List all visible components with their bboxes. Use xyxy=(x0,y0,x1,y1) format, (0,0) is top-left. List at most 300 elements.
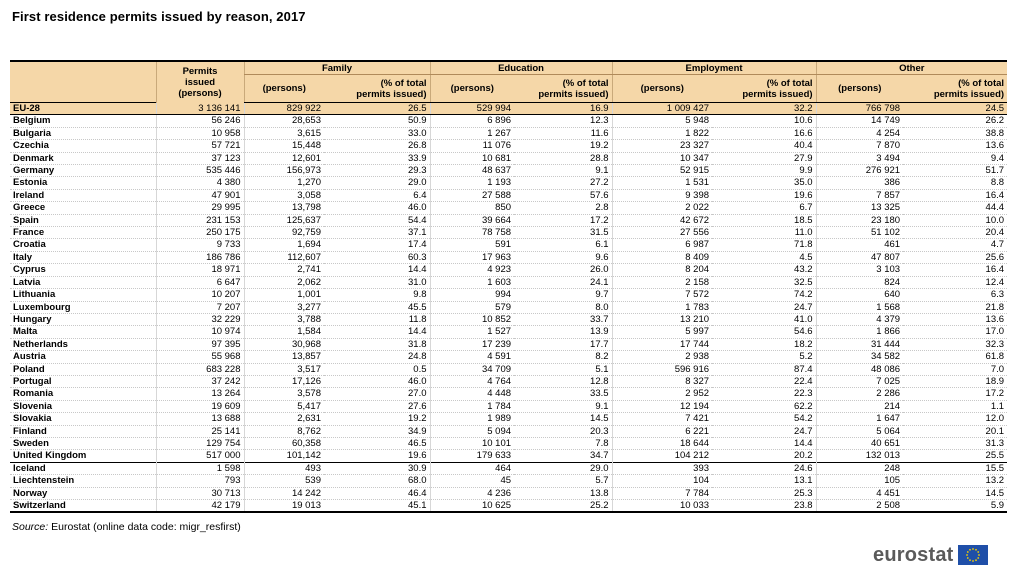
permits-table-container xyxy=(10,60,1007,513)
cell-employment-pct: 32.5 xyxy=(712,276,816,288)
cell-family-pct: 27.6 xyxy=(324,400,430,412)
cell-permits-issued: 32 229 xyxy=(156,313,244,325)
header-country-blank xyxy=(10,75,156,103)
table-row xyxy=(10,450,1007,462)
cell-education-pct: 57.6 xyxy=(514,189,612,201)
cell-other-persons: 14 749 xyxy=(816,115,903,127)
cell-other-pct: 5.9 xyxy=(903,500,1007,513)
header-pct-line1: (% of total xyxy=(562,77,609,89)
cell-other-pct: 21.8 xyxy=(903,301,1007,313)
source-note xyxy=(12,521,241,533)
table-row xyxy=(10,326,1007,338)
table-row xyxy=(10,239,1007,251)
cell-other-pct: 16.4 xyxy=(903,189,1007,201)
table-row xyxy=(10,152,1007,164)
cell-family-persons: 101,142 xyxy=(244,450,324,462)
table-row xyxy=(10,177,1007,189)
table-row xyxy=(10,313,1007,325)
cell-employment-persons: 17 744 xyxy=(612,338,712,350)
cell-family-persons: 156,973 xyxy=(244,165,324,177)
cell-permits-issued: 793 xyxy=(156,475,244,487)
header-pct-line2: permits issued) xyxy=(356,88,427,100)
cell-other-pct: 6.3 xyxy=(903,289,1007,301)
cell-country: Denmark xyxy=(10,152,156,164)
cell-permits-issued: 129 754 xyxy=(156,437,244,449)
cell-permits-issued: 19 609 xyxy=(156,400,244,412)
cell-employment-pct: 41.0 xyxy=(712,313,816,325)
cell-country: Austria xyxy=(10,351,156,363)
cell-permits-issued: 3 136 141 xyxy=(156,103,244,115)
cell-other-pct: 51.7 xyxy=(903,165,1007,177)
table-row xyxy=(10,227,1007,239)
cell-permits-issued: 7 207 xyxy=(156,301,244,313)
cell-employment-persons: 2 938 xyxy=(612,351,712,363)
cell-education-persons: 27 588 xyxy=(430,189,514,201)
table-row xyxy=(10,264,1007,276)
cell-employment-persons: 8 327 xyxy=(612,375,712,387)
cell-other-persons: 34 582 xyxy=(816,351,903,363)
cell-permits-issued: 231 153 xyxy=(156,214,244,226)
cell-employment-pct: 20.2 xyxy=(712,450,816,462)
cell-country: EU-28 xyxy=(10,103,156,115)
cell-family-pct: 46.5 xyxy=(324,437,430,449)
eu-flag-star xyxy=(966,551,968,553)
cell-other-pct: 1.1 xyxy=(903,400,1007,412)
cell-family-pct: 26.5 xyxy=(324,103,430,115)
cell-other-pct: 20.4 xyxy=(903,227,1007,239)
cell-employment-pct: 54.6 xyxy=(712,326,816,338)
source-text: Eurostat (online data code: migr_resfirst) xyxy=(51,521,241,533)
cell-family-persons: 3,615 xyxy=(244,127,324,139)
cell-education-pct: 28.8 xyxy=(514,152,612,164)
cell-country: Poland xyxy=(10,363,156,375)
cell-other-persons: 2 508 xyxy=(816,500,903,513)
cell-employment-pct: 23.8 xyxy=(712,500,816,513)
cell-other-pct: 17.0 xyxy=(903,326,1007,338)
cell-education-pct: 11.6 xyxy=(514,127,612,139)
cell-employment-pct: 14.4 xyxy=(712,437,816,449)
header-pct-line1: (% of total xyxy=(766,77,813,89)
cell-employment-pct: 4.5 xyxy=(712,251,816,263)
cell-family-pct: 14.4 xyxy=(324,264,430,276)
cell-education-persons: 34 709 xyxy=(430,363,514,375)
cell-education-persons: 850 xyxy=(430,202,514,214)
cell-education-persons: 6 896 xyxy=(430,115,514,127)
cell-country: Latvia xyxy=(10,276,156,288)
cell-family-pct: 45.1 xyxy=(324,500,430,513)
eurostat-logo-text: eurostat xyxy=(873,543,954,566)
cell-employment-persons: 2 158 xyxy=(612,276,712,288)
cell-employment-persons: 596 916 xyxy=(612,363,712,375)
table-row xyxy=(10,363,1007,375)
cell-education-persons: 1 267 xyxy=(430,127,514,139)
cell-education-persons: 4 923 xyxy=(430,264,514,276)
cell-education-pct: 2.8 xyxy=(514,202,612,214)
cell-family-persons: 13,857 xyxy=(244,351,324,363)
cell-country: United Kingdom xyxy=(10,450,156,462)
cell-employment-pct: 19.6 xyxy=(712,189,816,201)
table-row xyxy=(10,400,1007,412)
cell-education-pct: 13.9 xyxy=(514,326,612,338)
cell-country: Belgium xyxy=(10,115,156,127)
cell-education-persons: 579 xyxy=(430,301,514,313)
table-row xyxy=(10,202,1007,214)
table-row xyxy=(10,500,1007,513)
cell-other-persons: 461 xyxy=(816,239,903,251)
cell-other-pct: 44.4 xyxy=(903,202,1007,214)
cell-education-pct: 9.7 xyxy=(514,289,612,301)
cell-education-pct: 5.1 xyxy=(514,363,612,375)
cell-family-persons: 539 xyxy=(244,475,324,487)
cell-other-persons: 47 807 xyxy=(816,251,903,263)
cell-employment-persons: 13 210 xyxy=(612,313,712,325)
table-row xyxy=(10,251,1007,263)
cell-employment-persons: 7 572 xyxy=(612,289,712,301)
cell-employment-persons: 10 033 xyxy=(612,500,712,513)
cell-other-pct: 4.7 xyxy=(903,239,1007,251)
cell-employment-pct: 24.7 xyxy=(712,425,816,437)
table-row xyxy=(10,214,1007,226)
cell-family-persons: 5,417 xyxy=(244,400,324,412)
cell-family-persons: 17,126 xyxy=(244,375,324,387)
cell-permits-issued: 13 264 xyxy=(156,388,244,400)
cell-other-persons: 23 180 xyxy=(816,214,903,226)
cell-other-pct: 7.0 xyxy=(903,363,1007,375)
cell-other-pct: 61.8 xyxy=(903,351,1007,363)
cell-family-persons: 8,762 xyxy=(244,425,324,437)
cell-other-pct: 14.5 xyxy=(903,487,1007,499)
cell-education-persons: 10 681 xyxy=(430,152,514,164)
cell-permits-issued: 4 380 xyxy=(156,177,244,189)
eu-flag-star xyxy=(972,560,974,562)
table-row xyxy=(10,289,1007,301)
table-row xyxy=(10,487,1007,499)
cell-employment-pct: 24.6 xyxy=(712,462,816,474)
cell-employment-persons: 104 xyxy=(612,475,712,487)
cell-education-pct: 7.8 xyxy=(514,437,612,449)
cell-family-persons: 493 xyxy=(244,462,324,474)
cell-other-persons: 214 xyxy=(816,400,903,412)
header-group-education: Education xyxy=(430,61,612,75)
cell-family-persons: 3,788 xyxy=(244,313,324,325)
cell-family-persons: 1,270 xyxy=(244,177,324,189)
cell-other-persons: 1 866 xyxy=(816,326,903,338)
cell-education-pct: 5.7 xyxy=(514,475,612,487)
cell-education-persons: 48 637 xyxy=(430,165,514,177)
cell-employment-pct: 22.3 xyxy=(712,388,816,400)
cell-education-pct: 6.1 xyxy=(514,239,612,251)
header-pct-line2: permits issued) xyxy=(933,88,1005,100)
cell-employment-persons: 2 952 xyxy=(612,388,712,400)
source-label: Source: xyxy=(12,521,49,533)
cell-permits-issued: 535 446 xyxy=(156,165,244,177)
cell-employment-persons: 12 194 xyxy=(612,400,712,412)
cell-other-pct: 12.4 xyxy=(903,276,1007,288)
cell-other-pct: 9.4 xyxy=(903,152,1007,164)
cell-education-persons: 4 591 xyxy=(430,351,514,363)
cell-family-pct: 68.0 xyxy=(324,475,430,487)
cell-country: Spain xyxy=(10,214,156,226)
cell-other-persons: 4 379 xyxy=(816,313,903,325)
cell-education-persons: 4 764 xyxy=(430,375,514,387)
cell-employment-persons: 5 948 xyxy=(612,115,712,127)
cell-employment-persons: 393 xyxy=(612,462,712,474)
cell-other-pct: 8.8 xyxy=(903,177,1007,189)
cell-family-pct: 29.3 xyxy=(324,165,430,177)
cell-permits-issued: 9 733 xyxy=(156,239,244,251)
cell-permits-issued: 1 598 xyxy=(156,462,244,474)
cell-employment-pct: 40.4 xyxy=(712,140,816,152)
cell-employment-pct: 16.6 xyxy=(712,127,816,139)
cell-employment-persons: 2 022 xyxy=(612,202,712,214)
cell-other-persons: 3 494 xyxy=(816,152,903,164)
header-permits-line3: (persons) xyxy=(178,87,222,99)
cell-family-persons: 829 922 xyxy=(244,103,324,115)
cell-country: Italy xyxy=(10,251,156,263)
cell-family-pct: 31.0 xyxy=(324,276,430,288)
cell-education-pct: 12.3 xyxy=(514,115,612,127)
cell-employment-persons: 52 915 xyxy=(612,165,712,177)
cell-employment-pct: 87.4 xyxy=(712,363,816,375)
cell-education-pct: 20.3 xyxy=(514,425,612,437)
cell-other-pct: 12.0 xyxy=(903,413,1007,425)
header-pct-line1: (% of total xyxy=(958,77,1005,89)
eu-flag-star xyxy=(972,548,974,550)
cell-other-pct: 24.5 xyxy=(903,103,1007,115)
cell-family-pct: 19.2 xyxy=(324,413,430,425)
cell-permits-issued: 42 179 xyxy=(156,500,244,513)
cell-other-persons: 640 xyxy=(816,289,903,301)
cell-permits-issued: 56 246 xyxy=(156,115,244,127)
cell-education-persons: 10 852 xyxy=(430,313,514,325)
table-body xyxy=(10,103,1007,513)
table-row xyxy=(10,351,1007,363)
cell-other-persons: 7 870 xyxy=(816,140,903,152)
cell-education-persons: 45 xyxy=(430,475,514,487)
cell-education-persons: 1 989 xyxy=(430,413,514,425)
cell-permits-issued: 55 968 xyxy=(156,351,244,363)
cell-family-persons: 3,578 xyxy=(244,388,324,400)
cell-country: Cyprus xyxy=(10,264,156,276)
cell-employment-persons: 1 822 xyxy=(612,127,712,139)
cell-country: Ireland xyxy=(10,189,156,201)
cell-education-persons: 529 994 xyxy=(430,103,514,115)
cell-family-pct: 11.8 xyxy=(324,313,430,325)
table-row xyxy=(10,388,1007,400)
header-group-family: Family xyxy=(244,61,430,75)
cell-other-pct: 15.5 xyxy=(903,462,1007,474)
cell-employment-persons: 8 204 xyxy=(612,264,712,276)
cell-education-pct: 16.9 xyxy=(514,103,612,115)
header-employment-pct xyxy=(712,75,816,103)
cell-family-persons: 13,798 xyxy=(244,202,324,214)
eu-flag-star xyxy=(977,551,979,553)
cell-employment-pct: 71.8 xyxy=(712,239,816,251)
cell-education-pct: 13.8 xyxy=(514,487,612,499)
cell-family-pct: 46.0 xyxy=(324,202,430,214)
cell-other-persons: 4 451 xyxy=(816,487,903,499)
cell-education-persons: 10 625 xyxy=(430,500,514,513)
cell-family-pct: 17.4 xyxy=(324,239,430,251)
cell-education-pct: 9.6 xyxy=(514,251,612,263)
header-permits-issued xyxy=(156,61,244,103)
cell-other-pct: 25.5 xyxy=(903,450,1007,462)
cell-family-persons: 28,653 xyxy=(244,115,324,127)
cell-family-persons: 92,759 xyxy=(244,227,324,239)
cell-family-pct: 60.3 xyxy=(324,251,430,263)
cell-family-persons: 19 013 xyxy=(244,500,324,513)
cell-employment-persons: 9 398 xyxy=(612,189,712,201)
cell-other-persons: 31 444 xyxy=(816,338,903,350)
cell-education-persons: 1 527 xyxy=(430,326,514,338)
cell-family-persons: 112,607 xyxy=(244,251,324,263)
cell-country: Switzerland xyxy=(10,500,156,513)
cell-other-pct: 18.9 xyxy=(903,375,1007,387)
cell-permits-issued: 37 242 xyxy=(156,375,244,387)
cell-education-pct: 24.1 xyxy=(514,276,612,288)
cell-employment-pct: 18.5 xyxy=(712,214,816,226)
cell-education-pct: 19.2 xyxy=(514,140,612,152)
cell-other-persons: 7 857 xyxy=(816,189,903,201)
cell-permits-issued: 97 395 xyxy=(156,338,244,350)
cell-employment-pct: 5.2 xyxy=(712,351,816,363)
cell-other-persons: 766 798 xyxy=(816,103,903,115)
cell-other-persons: 5 064 xyxy=(816,425,903,437)
cell-other-pct: 38.8 xyxy=(903,127,1007,139)
header-other-persons: (persons) xyxy=(816,75,903,103)
cell-employment-pct: 24.7 xyxy=(712,301,816,313)
cell-family-pct: 54.4 xyxy=(324,214,430,226)
cell-family-pct: 45.5 xyxy=(324,301,430,313)
cell-education-persons: 10 101 xyxy=(430,437,514,449)
cell-other-persons: 248 xyxy=(816,462,903,474)
cell-family-pct: 30.9 xyxy=(324,462,430,474)
table-row xyxy=(10,425,1007,437)
cell-permits-issued: 10 974 xyxy=(156,326,244,338)
eu-flag-star xyxy=(975,559,977,561)
cell-family-pct: 50.9 xyxy=(324,115,430,127)
cell-family-pct: 14.4 xyxy=(324,326,430,338)
cell-employment-pct: 22.4 xyxy=(712,375,816,387)
cell-employment-persons: 1 009 427 xyxy=(612,103,712,115)
table-row xyxy=(10,165,1007,177)
cell-education-pct: 27.2 xyxy=(514,177,612,189)
cell-employment-pct: 62.2 xyxy=(712,400,816,412)
cell-family-persons: 125,637 xyxy=(244,214,324,226)
cell-family-pct: 24.8 xyxy=(324,351,430,363)
cell-permits-issued: 30 713 xyxy=(156,487,244,499)
cell-family-persons: 60,358 xyxy=(244,437,324,449)
cell-family-persons: 12,601 xyxy=(244,152,324,164)
cell-other-pct: 25.6 xyxy=(903,251,1007,263)
table-row xyxy=(10,301,1007,313)
cell-education-pct: 9.1 xyxy=(514,165,612,177)
header-employment-persons: (persons) xyxy=(612,75,712,103)
eu-flag-star xyxy=(975,549,977,551)
cell-employment-persons: 27 556 xyxy=(612,227,712,239)
cell-family-pct: 46.4 xyxy=(324,487,430,499)
cell-family-persons: 15,448 xyxy=(244,140,324,152)
header-permits-line2: issued xyxy=(184,76,216,88)
cell-permits-issued: 13 688 xyxy=(156,413,244,425)
cell-education-pct: 8.2 xyxy=(514,351,612,363)
cell-permits-issued: 10 958 xyxy=(156,127,244,139)
cell-other-pct: 20.1 xyxy=(903,425,1007,437)
cell-permits-issued: 517 000 xyxy=(156,450,244,462)
table-row xyxy=(10,462,1007,474)
cell-permits-issued: 6 647 xyxy=(156,276,244,288)
cell-family-persons: 2,631 xyxy=(244,413,324,425)
cell-education-persons: 78 758 xyxy=(430,227,514,239)
cell-family-pct: 0.5 xyxy=(324,363,430,375)
cell-other-persons: 48 086 xyxy=(816,363,903,375)
cell-employment-persons: 104 212 xyxy=(612,450,712,462)
cell-employment-persons: 6 221 xyxy=(612,425,712,437)
cell-country: France xyxy=(10,227,156,239)
cell-family-persons: 3,058 xyxy=(244,189,324,201)
cell-education-persons: 17 239 xyxy=(430,338,514,350)
cell-family-persons: 1,694 xyxy=(244,239,324,251)
header-pct-line2: permits issued) xyxy=(538,88,609,100)
cell-employment-persons: 7 421 xyxy=(612,413,712,425)
cell-family-pct: 27.0 xyxy=(324,388,430,400)
table-header xyxy=(10,61,1007,103)
cell-education-pct: 17.7 xyxy=(514,338,612,350)
cell-other-persons: 3 103 xyxy=(816,264,903,276)
cell-other-pct: 31.3 xyxy=(903,437,1007,449)
cell-education-pct: 31.5 xyxy=(514,227,612,239)
cell-employment-persons: 6 987 xyxy=(612,239,712,251)
cell-education-pct: 33.5 xyxy=(514,388,612,400)
cell-family-pct: 33.9 xyxy=(324,152,430,164)
table-row-eu28 xyxy=(10,103,1007,115)
cell-country: Greece xyxy=(10,202,156,214)
table-row xyxy=(10,475,1007,487)
cell-family-persons: 1,001 xyxy=(244,289,324,301)
cell-employment-pct: 10.6 xyxy=(712,115,816,127)
cell-employment-pct: 13.1 xyxy=(712,475,816,487)
cell-employment-persons: 10 347 xyxy=(612,152,712,164)
cell-country: Lithuania xyxy=(10,289,156,301)
cell-employment-pct: 18.2 xyxy=(712,338,816,350)
cell-country: Portugal xyxy=(10,375,156,387)
cell-country: Bulgaria xyxy=(10,127,156,139)
cell-employment-persons: 42 672 xyxy=(612,214,712,226)
cell-employment-pct: 35.0 xyxy=(712,177,816,189)
cell-employment-pct: 9.9 xyxy=(712,165,816,177)
cell-employment-persons: 5 997 xyxy=(612,326,712,338)
cell-family-pct: 46.0 xyxy=(324,375,430,387)
cell-employment-persons: 1 531 xyxy=(612,177,712,189)
cell-employment-pct: 43.2 xyxy=(712,264,816,276)
cell-family-pct: 34.9 xyxy=(324,425,430,437)
eu-flag-icon xyxy=(958,545,988,565)
cell-permits-issued: 25 141 xyxy=(156,425,244,437)
cell-permits-issued: 57 721 xyxy=(156,140,244,152)
table-row xyxy=(10,189,1007,201)
cell-employment-persons: 7 784 xyxy=(612,487,712,499)
cell-employment-pct: 25.3 xyxy=(712,487,816,499)
page-title: First residence permits issued by reason, 2017 xyxy=(12,9,306,24)
cell-country: Sweden xyxy=(10,437,156,449)
cell-other-persons: 386 xyxy=(816,177,903,189)
eu-flag-star xyxy=(969,559,971,561)
cell-country: Czechia xyxy=(10,140,156,152)
cell-permits-issued: 47 901 xyxy=(156,189,244,201)
cell-permits-issued: 37 123 xyxy=(156,152,244,164)
header-group-employment: Employment xyxy=(612,61,816,75)
cell-country: Romania xyxy=(10,388,156,400)
